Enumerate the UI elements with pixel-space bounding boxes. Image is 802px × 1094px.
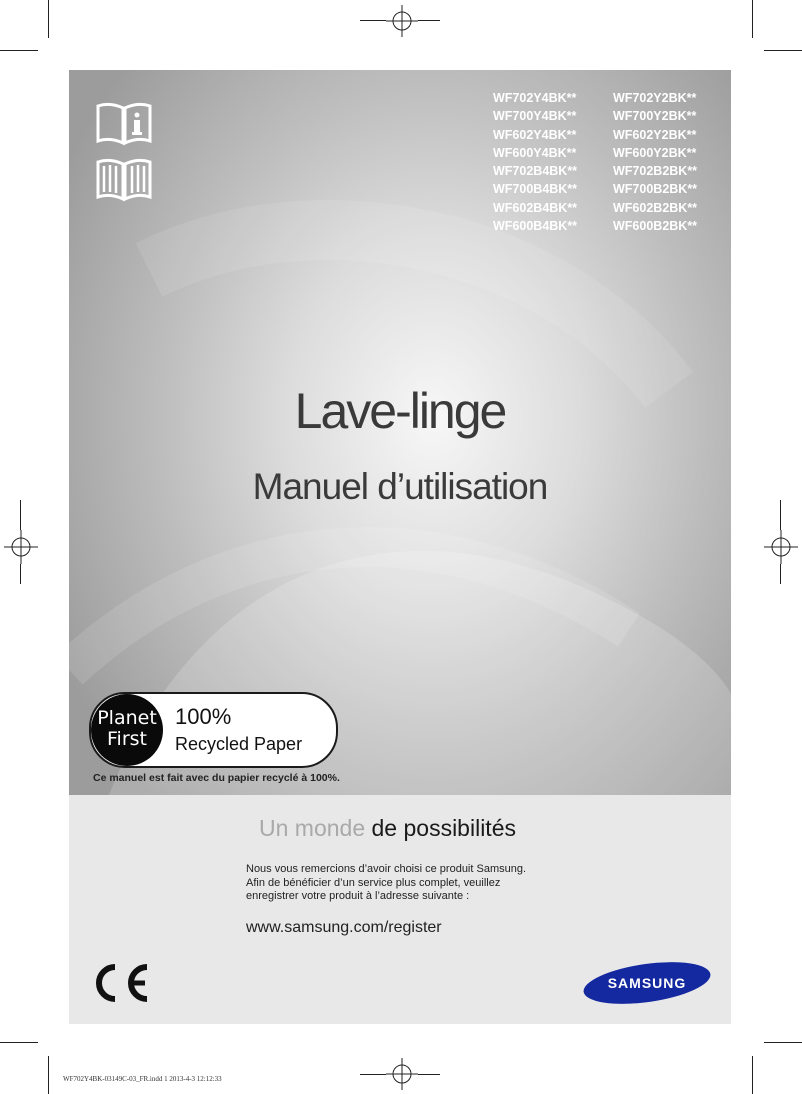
book-info-icon [95, 100, 153, 146]
recycled-paper-badge [89, 692, 338, 768]
crop-mark [20, 564, 21, 584]
model-number: WF700B4BK** [493, 182, 578, 197]
model-number: WF602B4BK** [493, 200, 578, 215]
crop-mark [752, 0, 753, 38]
crop-mark [0, 50, 38, 51]
crop-mark [780, 564, 781, 584]
crop-mark [418, 20, 440, 21]
recycled-percent: 100% [175, 704, 232, 729]
registration-mark-icon [764, 530, 798, 564]
crop-mark [48, 0, 49, 38]
model-number: WF700B2BK** [613, 182, 698, 197]
planet-first-logo: Planet First [91, 694, 163, 766]
thanks-text: Nous vous remercions d’avoir choisi ce produit Samsung. Afin de bénéficier d’un service plus complet, veuillez enregistrer votre produit à l’adresse suivante : [246, 863, 527, 902]
page-title: Lave-linge [294, 383, 506, 439]
recycled-label: Recycled Paper [175, 734, 303, 754]
crop-mark [418, 1074, 440, 1075]
crop-mark [780, 500, 781, 530]
crop-mark [764, 1042, 802, 1043]
crop-mark [360, 20, 386, 21]
model-number: WF702B2BK** [613, 164, 698, 179]
registration-mark-icon [4, 530, 38, 564]
model-number: WF700Y2BK** [613, 109, 697, 124]
model-number: WF600Y4BK** [493, 145, 577, 160]
open-book-icon [95, 156, 153, 202]
file-slug: WF702Y4BK-03149C-03_FR.indd 1 2013-4-3 12:12:33 [63, 1075, 222, 1083]
crop-mark [752, 1056, 753, 1094]
model-number: WF602B2BK** [613, 200, 698, 215]
registration-mark-icon [386, 1058, 418, 1090]
model-number: WF702Y4BK** [493, 91, 577, 105]
crop-mark [0, 1042, 38, 1043]
info-panel [69, 795, 731, 1024]
samsung-logo [582, 960, 712, 1006]
model-number: WF602Y2BK** [613, 127, 697, 142]
crop-mark [764, 50, 802, 51]
crop-mark [20, 500, 21, 530]
model-number: WF600B4BK** [493, 219, 578, 234]
model-number: WF600B2BK** [613, 219, 698, 234]
cover-image [69, 70, 731, 795]
samsung-logo-text: SAMSUNG [607, 975, 687, 991]
model-number: WF600Y2BK** [613, 145, 697, 160]
crop-mark [360, 1074, 386, 1075]
registration-mark-icon [386, 5, 418, 37]
model-list [493, 90, 713, 235]
model-number: WF702Y2BK** [613, 91, 697, 105]
model-number: WF702B4BK** [493, 164, 578, 179]
ce-mark-icon [89, 963, 151, 1003]
tagline: Un monde de possibilités [259, 815, 516, 841]
crop-mark [48, 1056, 49, 1094]
register-url[interactable]: www.samsung.com/register [246, 919, 442, 936]
page-subtitle: Manuel d’utilisation [252, 466, 548, 507]
model-number: WF602Y4BK** [493, 127, 577, 142]
recycled-note: Ce manuel est fait avec du papier recyclé à 100%. [93, 772, 340, 784]
model-number: WF700Y4BK** [493, 109, 577, 124]
